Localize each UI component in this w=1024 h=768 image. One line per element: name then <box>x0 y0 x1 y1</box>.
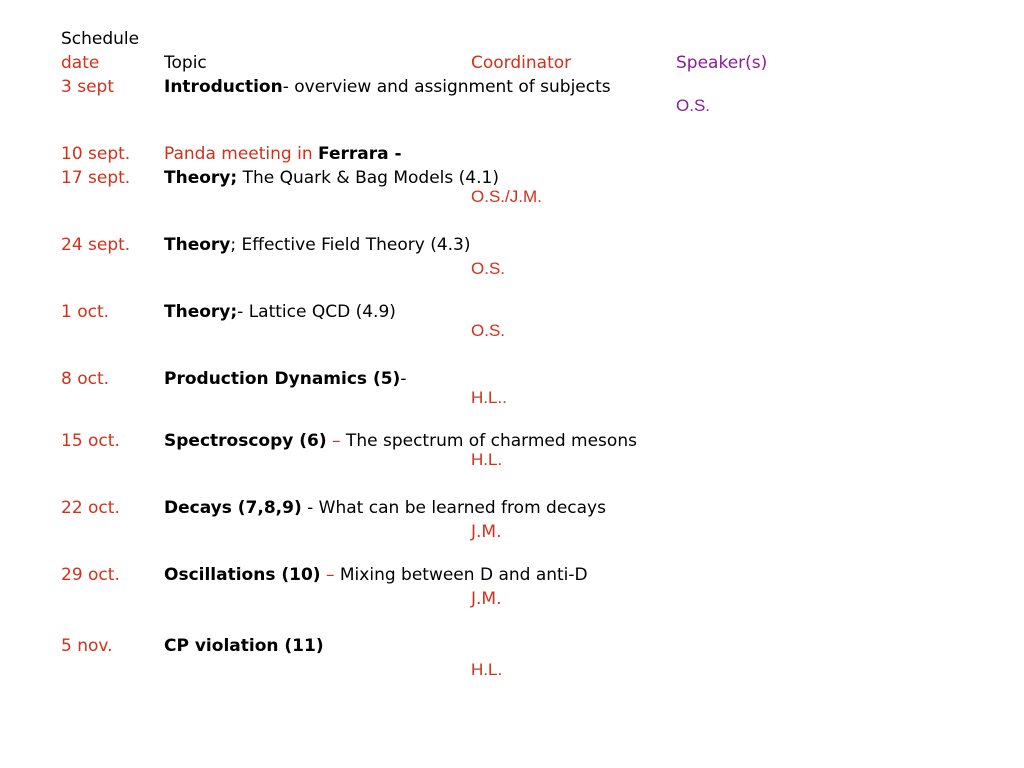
row-coordinator: J.M. <box>471 589 502 609</box>
topic-dash: – <box>320 565 335 585</box>
row-topic <box>164 76 611 98</box>
page-title: Schedule <box>61 29 140 49</box>
topic-bold: CP violation (11) <box>164 636 324 656</box>
header-coordinator: Coordinator <box>471 53 572 73</box>
row-topic <box>164 368 406 390</box>
topic-pre: Panda meeting in <box>164 144 319 164</box>
row-topic <box>164 430 637 452</box>
row-topic <box>164 234 471 256</box>
topic-rest: - Lattice QCD (4.9) <box>237 302 396 322</box>
topic-bold: Theory; <box>164 168 238 188</box>
header-speakers: Speaker(s) <box>676 53 768 73</box>
row-date: 22 oct. <box>61 498 120 518</box>
row-topic <box>164 635 324 657</box>
topic-bold: Theory <box>164 235 231 255</box>
row-date: 15 oct. <box>61 431 120 451</box>
row-coordinator: H.L. <box>471 660 503 679</box>
row-coordinator: O.S. <box>471 259 506 278</box>
topic-rest: Mixing between D and anti-D <box>334 565 588 585</box>
topic-dash: – <box>326 431 341 451</box>
row-speaker: O.S. <box>676 96 711 115</box>
row-date: 10 sept. <box>61 144 131 164</box>
topic-rest: The Quark & Bag Models (4.1) <box>237 168 499 188</box>
topic-bold: Spectroscopy (6) <box>164 431 327 451</box>
row-coordinator: O.S. <box>471 321 506 340</box>
row-coordinator: J.M. <box>471 522 502 542</box>
header-topic: Topic <box>164 53 207 73</box>
row-date: 29 oct. <box>61 565 120 585</box>
row-date: 1 oct. <box>61 302 110 322</box>
topic-bold: Ferrara <box>318 144 389 164</box>
row-date: 24 sept. <box>61 235 131 255</box>
header-date: date <box>61 53 100 73</box>
row-date: 8 oct. <box>61 369 110 389</box>
topic-rest: - <box>388 144 402 164</box>
row-topic <box>164 301 396 323</box>
topic-bold: Theory; <box>164 302 238 322</box>
topic-rest: The spectrum of charmed mesons <box>340 431 637 451</box>
row-coordinator: H.L.. <box>471 388 507 407</box>
topic-bold: Production Dynamics (5) <box>164 369 401 389</box>
topic-rest: ; Effective Field Theory (4.3) <box>230 235 471 255</box>
row-coordinator: H.L. <box>471 450 503 469</box>
row-topic <box>164 564 588 586</box>
topic-bold: Introduction <box>164 77 283 97</box>
topic-rest: - overview and assignment of subjects <box>282 77 611 97</box>
row-date: 5 nov. <box>61 636 113 656</box>
topic-rest: - What can be learned from decays <box>301 498 606 518</box>
row-topic <box>164 497 606 519</box>
row-topic <box>164 167 499 189</box>
row-date: 17 sept. <box>61 168 131 188</box>
topic-bold: Decays (7,8,9) <box>164 498 302 518</box>
row-topic <box>164 143 402 165</box>
row-coordinator: O.S./J.M. <box>471 187 542 206</box>
topic-bold: Oscillations (10) <box>164 565 321 585</box>
topic-rest: - <box>400 369 407 389</box>
row-date: 3 sept <box>61 77 114 97</box>
